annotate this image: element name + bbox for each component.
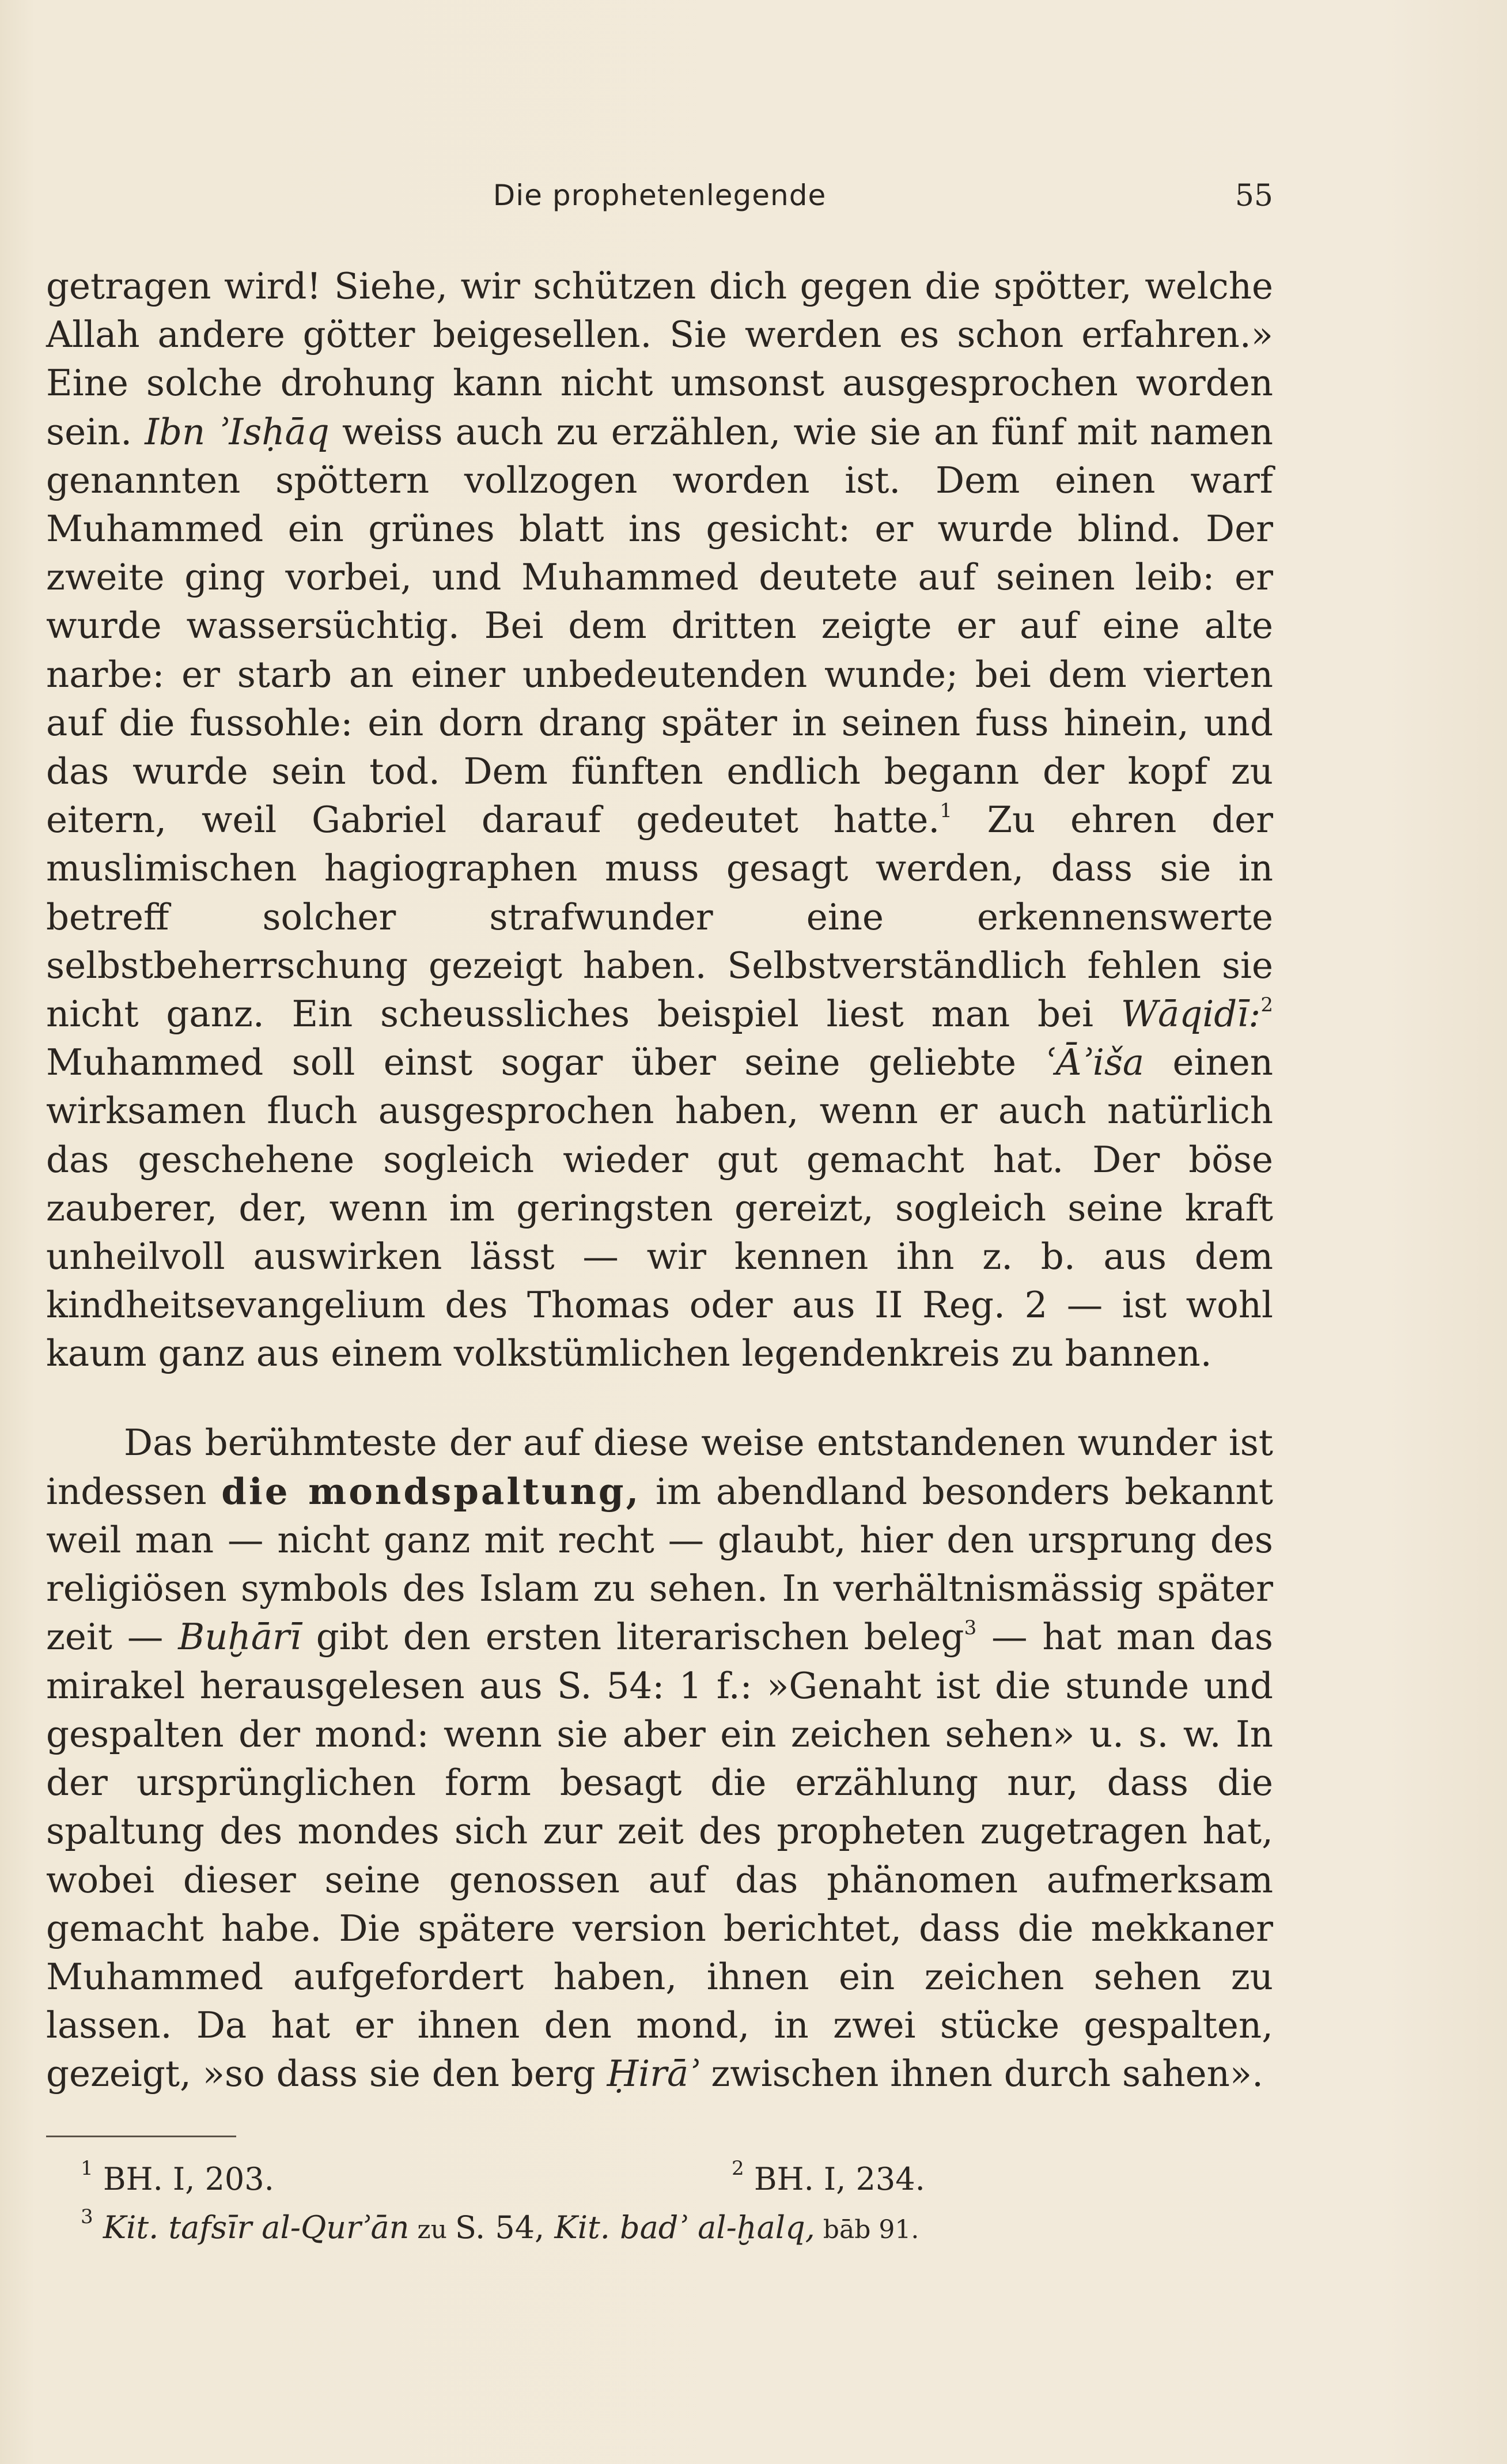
footnote-marker: 3 (964, 1616, 977, 1640)
footnote-text: bāb 91. (815, 2215, 919, 2244)
text-run: Das berühmteste der auf diese weise entstandenen wunder ist indessen (46, 1421, 1273, 1513)
footnote-3 (81, 2205, 919, 2246)
footnote-text: S. 54, (455, 2209, 555, 2246)
italic-name: Buḫārī (178, 1616, 301, 1658)
italic-name: Wāqidī: (1120, 993, 1261, 1036)
italic-name: Ibn ʾIsḥāq (145, 410, 330, 453)
footnote-marker: 2 (1260, 993, 1273, 1017)
page-number: 55 (1235, 179, 1273, 213)
text-run: weiss auch zu erzählen, wie sie an fünf mit namen genannten spöttern vollzogen worden ist. Dem einen warf Muhammed ein grünes blatt ins gesicht: er wurde blind. Der zweite ging vorbei, und Muhammed deutete auf seinen leib: er wurde wassersüchtig. Bei dem dritten zeigte er auf eine alte narbe: er starb an einer unbedeutenden wunde; bei dem vierten auf die fussohle: ein dorn drang später in seinen fuss hinein, und das wurde sein tod. Dem fünften endlich begann der kopf zu eitern, weil Gabriel darauf gedeutet hatte. (46, 410, 1273, 841)
text-run: Muhammed soll einst sogar über seine geliebte (46, 1041, 1045, 1084)
italic-name: ʿĀʾiša (1044, 1041, 1145, 1084)
footnotes (81, 2155, 1273, 2252)
footnote-number: 1 (81, 2157, 93, 2180)
footnote-2 (732, 2155, 925, 2204)
footnote-text: zu (409, 2215, 455, 2244)
footnote-divider (46, 2136, 236, 2137)
text-run: Zu ehren der muslimischen hagiographen muss gesagt werden, dass sie in betreff solcher strafwunder eine erkennenswerte selbstbeherrschung gezeigt haben. Selbstverständlich fehlen sie nicht ganz. Ein scheussliches beispiel liest man bei (46, 799, 1273, 1036)
footnote-title: Kit. tafsīr al-Qurʾān (103, 2209, 410, 2246)
running-title: Die prophetenlegende (493, 179, 827, 212)
text-run: im abendland besonders bekannt weil man — nicht ganz mit recht — glaubt, hier den ursprung des religiösen symbols des Islam zu sehen. In verhältnismässig später zeit — (46, 1470, 1273, 1658)
footnote-1 (81, 2157, 274, 2197)
text-run: getragen wird! Siehe, wir schützen dich gegen die spötter, welche Allah andere götter beigesellen. Sie werden es schon erfahren.» Eine solche drohung kann nicht umsonst ausgesprochen worden sein. (46, 265, 1273, 453)
footnote-marker: 1 (940, 799, 952, 823)
footnote-number: 2 (732, 2157, 744, 2180)
text-run: — hat man das mirakel herausgelesen aus S. 54: 1 f.: »Genaht ist die stunde und gespalten der mond: wenn sie aber ein zeichen sehen» u. s. w. In der ursprünglichen form besagt die erzählung nur, dass die spaltung des mondes sich zur zeit des propheten zugetragen hat, wobei dieser seine genossen auf das phänomen aufmerksam gemacht habe. Die spätere version berichtet, dass die mekkaner Muhammed aufgefordert haben, ihnen ein zeichen sehen zu lassen. Da hat er ihnen den mond, in zwei stücke gespalten, gezeigt, »so dass sie den berg (46, 1616, 1273, 2095)
paragraph-2 (46, 1419, 1273, 2099)
spaced-emphasis: die mondspaltung, (221, 1469, 641, 1513)
footnote-number: 3 (81, 2205, 93, 2228)
italic-name: Ḥirāʾ (607, 2053, 700, 2095)
text-run: zwischen ihnen durch sahen». (699, 2053, 1263, 2095)
body-text (46, 262, 1273, 2099)
footnote-text: BH. I, 234. (754, 2161, 925, 2197)
footnote-text: BH. I, 203. (103, 2161, 274, 2197)
text-run: gibt den ersten literarischen beleg (301, 1616, 964, 1658)
text-run: einen wirksamen fluch ausgesprochen haben, wenn er auch natürlich das geschehene sogleich wieder gut gemacht hat. Der böse zauberer, der, wenn im geringsten gereizt, sogleich seine kraft unheilvoll auswirken lässt — wir kennen ihn z. b. aus dem kindheitsevangelium des Thomas oder aus II Reg. 2 — ist wohl kaum ganz aus einem volkstümlichen legendenkreis zu bannen. (46, 1041, 1273, 1375)
footnote-line-1 (81, 2155, 1273, 2204)
footnote-line-2 (81, 2204, 1273, 2252)
paragraph-1 (46, 262, 1273, 1378)
running-head (46, 179, 1273, 225)
footnote-title: Kit. badʾ al-ḫalq, (554, 2209, 815, 2246)
